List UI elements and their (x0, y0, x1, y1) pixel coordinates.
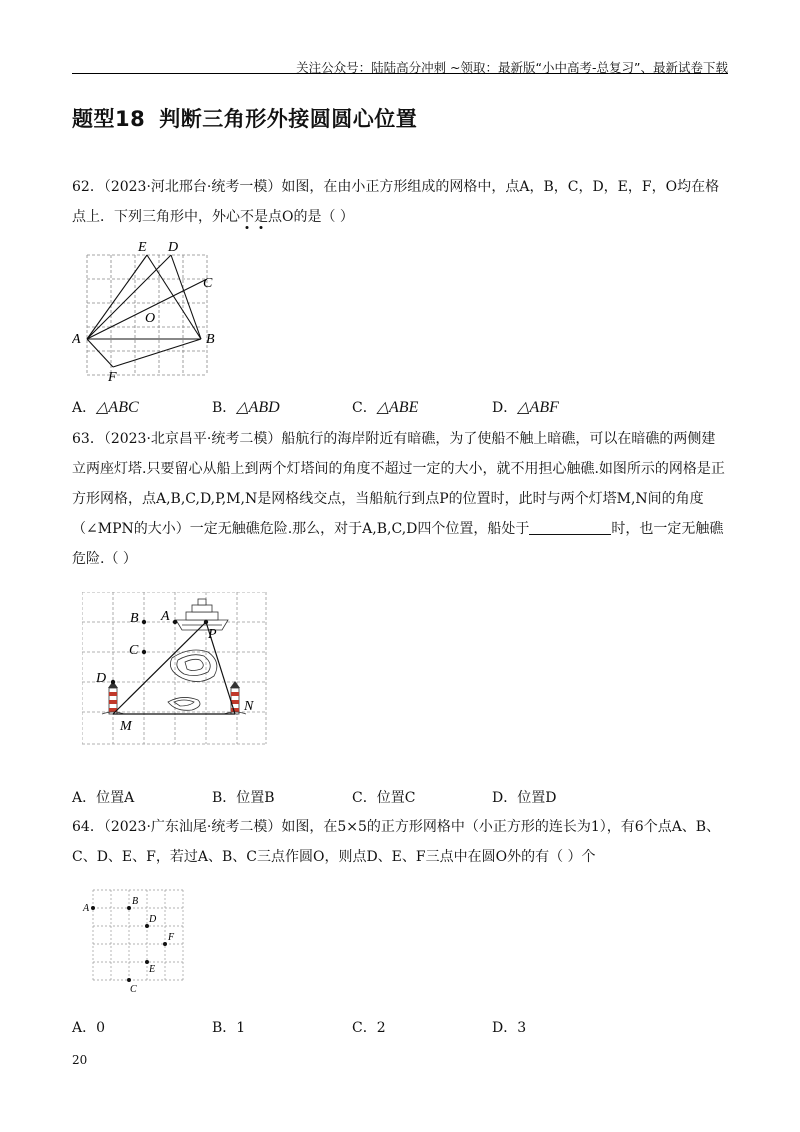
emphasis-dot-1: 不 (240, 209, 254, 225)
emphasis-dot-2: 是 (254, 209, 268, 225)
label-M: M (120, 719, 132, 734)
section-type: 题型18 (72, 107, 146, 131)
q62-text-before: 62．（2023·河北邢台·统考一模）如图，在由小正方形组成的网格中，点A，B，C，D，E，F，O均在格点上．下列三角形中，外心 (72, 179, 720, 225)
section-title (72, 103, 431, 133)
q64-option-b[interactable]: B．1 (212, 1020, 246, 1036)
label-B: B (206, 332, 215, 347)
answer-blank[interactable] (529, 520, 611, 535)
label-C: C (129, 643, 139, 658)
label-F: F (168, 932, 175, 943)
page-number: 20 (72, 1053, 88, 1067)
header-divider (72, 73, 728, 74)
q62-figure (72, 238, 232, 384)
label-D: D (149, 914, 157, 925)
label-O: O (145, 311, 156, 326)
q63-option-c[interactable]: C．位置C (352, 790, 416, 806)
q62-option-d[interactable]: D．△ABF (492, 399, 559, 416)
label-E: E (149, 964, 156, 975)
q63-option-d[interactable]: D．位置D (492, 790, 557, 806)
label-A: A (72, 332, 81, 347)
label-P: P (208, 627, 217, 642)
label-B: B (130, 611, 139, 626)
label-N: N (244, 699, 254, 714)
question-63-text (72, 424, 728, 574)
q64-figure (80, 884, 190, 996)
q62-option-b[interactable]: B．△ABD (212, 399, 280, 416)
label-E: E (138, 240, 147, 255)
q64-option-c[interactable]: C．2 (352, 1020, 386, 1036)
q62-option-c[interactable]: C．△ABE (352, 399, 419, 416)
q62-option-a[interactable]: A．△ABC (72, 399, 139, 416)
label-B: B (132, 896, 139, 907)
q64-option-d[interactable]: D．3 (492, 1020, 527, 1036)
q63-option-b[interactable]: B．位置B (212, 790, 275, 806)
page-header (0, 0, 800, 75)
q63-grid (82, 592, 266, 744)
q62-text-after: 点O的是（ ） (268, 209, 354, 225)
label-F: F (108, 370, 117, 384)
question-64-text (72, 812, 728, 872)
lighthouse-icon-right (224, 681, 246, 714)
q63-option-a[interactable]: A．位置A (72, 790, 135, 806)
label-C: C (130, 984, 137, 995)
q63-text-end: 时，也一定无触礁危险.（ ） (72, 521, 724, 567)
q63-text: 63．（2023·北京昌平·统考二模）船航行的海岸附近有暗礁，为了使船不触上暗礁，可以在暗礁的两侧建立两座灯塔.只要留心从船上到两个灯塔间的角度不超过一定的大小，就不用担心触礁.如图所示的网格是正方形网格，点A,B,C,D,P,M,N是网格线交点，当船航行到点P的位置时，此时与两个灯塔M,N间的角度（∠MPN的大小）一定无触礁危险.那么，对于A,B,C,D四个位置，船处于 (72, 431, 725, 537)
q64-option-a[interactable]: A．0 (72, 1020, 106, 1036)
label-A: A (161, 609, 170, 624)
question-62-text (72, 172, 728, 232)
q63-figure (82, 592, 268, 748)
label-A: A (83, 903, 90, 914)
section-heading: 判断三角形外接圆圆心位置 (159, 107, 418, 131)
label-D: D (168, 240, 179, 255)
label-D: D (96, 671, 107, 686)
header-text: 关注公众号：陆陆高分冲刺 ~领取：最新版“小中高考-总复习”、最新试卷下载 (296, 60, 728, 75)
q64-text: 64．（2023·广东汕尾·统考二模）如图，在5×5的正方形网格中（小正方形的连长为1），有6个点A、B、C、D、E、F，若过A、B、C三点作圆O，则点D、E、F三点中在圆O外的有（ ）个 (72, 819, 721, 865)
label-C: C (203, 276, 213, 291)
